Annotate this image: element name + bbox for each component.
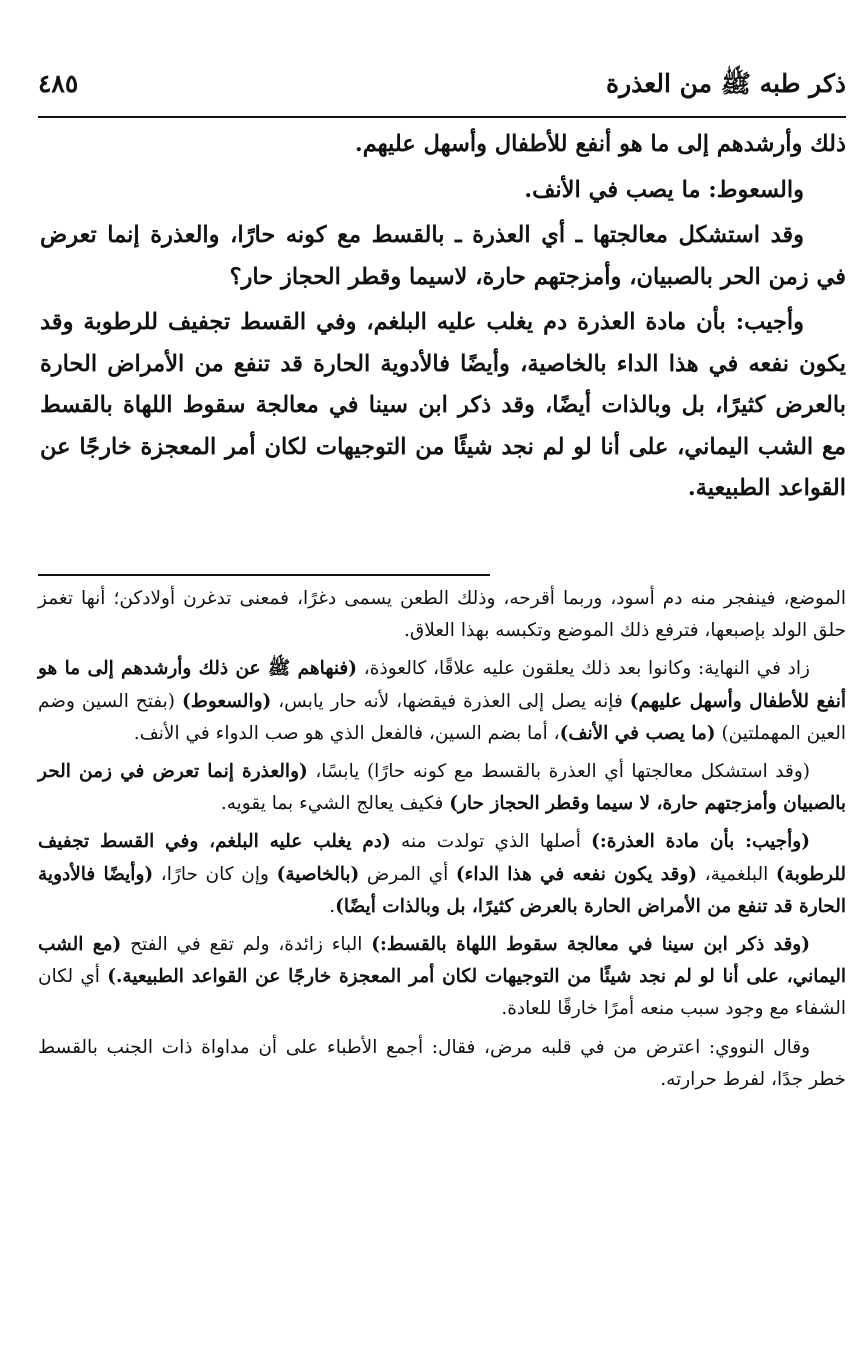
quoted-text: (والسعوط) — [181, 690, 272, 712]
note-text: البلغمية، — [697, 863, 776, 885]
quoted-text: (دم يغلب عليه البلغم، وفي القسط تجفيف للرطوبة) — [38, 831, 846, 885]
note-text: الباء زائدة، ولم تقع في الفتح — [121, 934, 372, 956]
quoted-text: (مع الشب اليماني، على أنا لو لم نجد شيئًا من التوجيهات لكان أمر المعجزة خارجًا عن القواعد الطبيعية.) — [38, 934, 846, 988]
note-text: يابسًا، — [307, 761, 367, 783]
commentary-notes — [38, 583, 846, 1096]
quoted-text: (بالخاصية) — [276, 863, 360, 885]
quoted-text: (وقد ذكر ابن سينا في معالجة سقوط اللهاة بالقسط:) — [371, 934, 810, 956]
running-title: ذكر طبه ﷺ من العذرة — [605, 69, 846, 98]
note-paragraph — [38, 756, 846, 820]
quoted-text: (وأجيب: بأن مادة العذرة:) — [591, 831, 810, 853]
note-paragraph — [38, 653, 846, 750]
quoted-text: (وأيضًا فالأدوية الحارة قد تنفع من الأمراض الحارة بالعرض كثيرًا، بل وبالذات أيضًا) — [38, 863, 846, 917]
note-paragraph: الموضع، فينفجر منه دم أسود، وربما أقرحه، وذلك الطعن يسمى دغرًا، فمعنى تدغرن أولادكن؛ أنها تغمز حلق الولد بإصبعها، فترفع ذلك الموضع وتكبسه بهذا العلاق. — [38, 588, 846, 642]
header-rule — [38, 116, 846, 118]
main-paragraph: ذلك وأرشدهم إلى ما هو أنفع للأطفال وأسهل عليهم. — [354, 131, 846, 157]
note-text: وإن كان حارًا، — [153, 863, 277, 885]
main-paragraph: وأجيب: بأن مادة العذرة دم يغلب عليه البلغم، وفي القسط تجفيف للرطوبة وقد يكون نفعه في هذا الداء بالخاصية، وأيضًا فالأدوية الحارة قد تنفع من الأمراض الحارة بالعرض كثيرًا، بل وبالذات أيضًا، وقد ذكر ابن سينا في معالجة سقوط اللهاة بالقسط مع الشب اليماني، على أنا لو لم نجد شيئًا من التوجيهات لكان أمر المعجزة خارجًا عن القواعد الطبيعية. — [40, 309, 846, 501]
note-text: فكيف يعالج الشيء بما يقويه. — [220, 793, 450, 815]
quoted-text: (فنهاهم ﷺ عن ذلك وأرشدهم إلى ما هو أنفع للأطفال وأسهل عليهم) — [38, 658, 846, 712]
note-text: أي المرض — [359, 863, 456, 885]
note-text: زاد في النهاية: وكانوا بعد ذلك يعلقون عليه علاقًا، كالعوذة، — [357, 658, 810, 680]
note-text: فإنه يصل إلى العذرة فيقضها، لأنه حار يابس، — [271, 690, 630, 712]
page-header — [38, 62, 846, 114]
quoted-text: (والعذرة إنما تعرض في زمن الحر بالصبيان وأمزجتهم حارة، لا سيما وقطر الحجاز حار) — [38, 761, 846, 815]
main-paragraph: والسعوط: ما يصب في الأنف. — [524, 176, 804, 203]
quoted-text: (ما يصب في الأنف) — [559, 722, 716, 744]
note-text: أي لكان الشفاء مع وجود سبب منعه أمرًا خارقًا للعادة. — [38, 966, 846, 1020]
main-paragraph: وقد استشكل معالجتها ـ أي العذرة ـ بالقسط مع كونه حارًا، والعذرة إنما تعرض في زمن الحر بالصبيان، وأمزجتهم حارة، لاسيما وقطر الحجاز حار؟ — [40, 222, 846, 290]
note-text: . — [329, 895, 336, 917]
footnote-separator — [38, 574, 490, 576]
quoted-text: (وقد يكون نفعه في هذا الداء) — [455, 863, 698, 885]
note-paragraph: وقال النووي: اعترض من في قلبه مرض، فقال: أجمع الأطباء على أن مداواة ذات الجنب بالقسط خطر جدًا، لفرط حرارته. — [38, 1036, 846, 1090]
note-text: أصلها الذي تولدت منه — [390, 831, 592, 853]
main-text — [40, 124, 846, 510]
note-text: ، أما بضم السين، فالفعل الذي هو صب الدواء في الأنف. — [133, 722, 560, 744]
page-number: ٤٨٥ — [38, 69, 79, 98]
note-text: (وقد استشكل معالجتها أي العذرة بالقسط مع كونه حارًا) — [366, 761, 810, 783]
note-paragraph — [38, 826, 846, 923]
note-paragraph — [38, 929, 846, 1026]
note-text: (بفتح السين وضم العين المهملتين) — [38, 690, 846, 744]
